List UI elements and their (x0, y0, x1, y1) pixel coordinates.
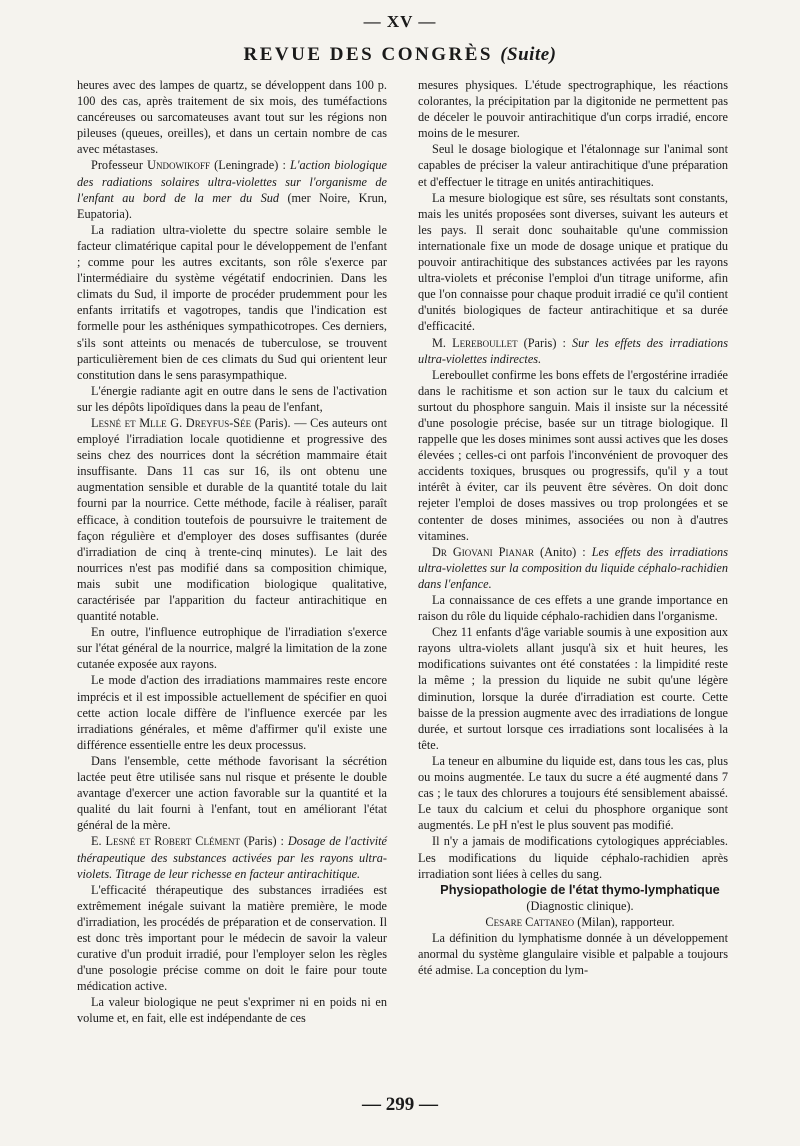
entry-prefix: Professeur (91, 158, 148, 173)
author-place: (Paris) : (517, 335, 572, 350)
communication-title: Sur les effets des irradiations ultra-violettes indirectes. (418, 335, 728, 366)
running-head-suffix: (Suite) (500, 44, 557, 65)
paragraph: La teneur en albumine du liquide est, dans tous les cas, plus ou moins augmentée. Le taux du sucre a été augmenté dans 7 cas ; le taux des chlorures a toujours été sensiblement abaissé. Le taux du calcium et celui du phosphore organique sont augmentés. Le pH n'est le plus souvent pas modifié. (418, 753, 728, 833)
running-head-title: REVUE DES CONGRÈS (243, 44, 493, 65)
paragraph: Seul le dosage biologique et l'étalonnage sur l'animal sont capables de préciser la valeur antirachitique d'une préparation et d'effectuer le titrage en unités antirachitiques. (418, 142, 728, 189)
entry-suffix: (mer Noire, Krun, Eupatoria). (77, 190, 387, 221)
paragraph: La radiation ultra-violette du spectre solaire semble le facteur climatérique capital pour le développement de l'enfant ; comme pour les autres excitants, son rôle s'exerce par l'intermédiaire du système végétatif endocrinien. Dans les climats du Sud, il importe de procéder prudemment pour les enfants irritatifs et vagotropes, tandis que l'indication est formelle pour les asthéniques sympathicotropes. Ces derniers, s'ils sont atteints ou menacés de tuberculose, se trouvent particulièrement bien de ces climats du Sud qui orientent leur constitution dans le sens parasympathique. (77, 222, 387, 382)
author-name: Cesare Cattaneo (485, 914, 575, 929)
entry-pianar (418, 544, 728, 592)
author-place: (Anito) : (534, 544, 592, 559)
page-number: — 299 — (362, 1094, 438, 1115)
entry-lesne-clement (77, 833, 387, 881)
author-name: Undowikoff (147, 158, 210, 173)
author-place: (Leningrade) : (209, 158, 291, 173)
author-name: Lereboullet (452, 335, 518, 350)
author-name: E. Lesné et Robert Clément (91, 834, 240, 849)
entry-lereboullet (418, 335, 728, 367)
paragraph: L'énergie radiante agit en outre dans le sens de l'activation sur les dépôts lipoïdiques dans la peau de l'enfant, (77, 383, 387, 414)
author-place: (Paris) : (239, 834, 288, 849)
section-author (418, 914, 728, 930)
paragraph: En outre, l'influence eutrophique de l'irradiation s'exerce sur l'état général de la nourrice, malgré la limitation de la zone cutanée exposée aux rayons. (77, 625, 387, 672)
paragraph: Chez 11 enfants d'âge variable soumis à une exposition aux rayons ultra-violets allant jusqu'à six et huit heures, les modifications suivantes ont été constatées : la limpidité reste la même ; la pression du liquide ne subit qu'une légère diminution, lorsque la durée d'irradiation est courte. Cette baisse de la pression augmente avec des irradiations de longue durée, et surtout lorsque ces irradiations sont localisées à la tête. (418, 625, 728, 752)
paragraph: Dans l'ensemble, cette méthode favorisant la sécrétion lactée peut être utilisée sans nul risque et présente le double avantage d'exercer une action favorable sur la quantité et la qualité du lait fourni à l'enfant, tout en améliorant l'état général de la mère. (77, 753, 387, 833)
paragraph: Il n'y a jamais de modifications cytologiques appréciables. Les modifications du liquide céphalo-rachidien après irradiation sont liées à celles du sang. (418, 834, 728, 881)
paragraph: Lereboullet confirme les bons effets de l'ergostérine irradiée dans le rachitisme et son action sur le taux du calcium et surtout du phosphore sanguin. Mais il insiste sur la nécessité d'une posologie précise, basée sur un titrage biologique. Il rappelle que les doses minimes sont aussi actives que les doses élevées ; celles-ci ont parfois l'inconvénient de provoquer des accidents toxiques, brusques ou progressifs, qu'il y a tout intérêt à éviter, car ils peuvent être sévères. On doit donc rejeter l'emploi de doses massives ou trop prolongées et se contenter de doses minimes, associées ou non à d'autres vitamines. (418, 367, 728, 543)
right-column (418, 77, 728, 978)
section-subtitle: (Diagnostic clinique). (526, 898, 634, 913)
entry-text: (Paris). — Ces auteurs ont employé l'irradiation locale quotidienne et progressive des seins chez des nourrices dont la sécrétion mammaire était insuffisante. Dans 11 cas sur 16, ils ont obtenu une augmentation sensible et durable de la quantité totale du lait fourni par la nourrice. Cette méthode, facile à réaliser, paraît efficace, à condition toutefois de poursuivre le traitement de façon régulière et d'employer des doses suffisantes (durée d'irradiation de cinq à trente-cinq minutes). Le lait des nourrices n'est pas modifié dans sa composition chimique, mais subit une modification biologique qualitative, caractérisée par l'apparition du facteur antirachitique en quantité notable. (77, 415, 387, 624)
section-title: Physiopathologie de l'état thymo-lymphatique (440, 881, 720, 897)
author-role: (Milan), rapporteur. (574, 914, 675, 929)
paragraph: L'efficacité thérapeutique des substances irradiées est extrêmement inégale suivant la matière première, le mode d'irradiation, les procédés de préparation et de conservation. Il est donc très important pour le médecin de savoir la valeur curative d'un produit irradié, pour l'employer selon les règles d'une posologie précise comme on doit le faire pour toute médication active. (77, 882, 387, 994)
communication-title: L'action biologique des radiations solaires ultra-violettes sur l'organisme de l'enfant au bord de la mer du Sud (77, 158, 388, 205)
entry-prefix: M. (432, 335, 453, 350)
communication-title: Les effets des irradiations ultra-violettes sur la composition du liquide céphalo-rachidien dans l'enfance. (418, 544, 728, 591)
paragraph: Le mode d'action des irradiations mammaires reste encore imprécis et il est impossible actuellement de spécifier en quoi cette action locale diffère de l'influence exercée par les irradiations générales, et même d'affirmer qu'il existe une différence essentielle entre les deux processus. (77, 673, 387, 752)
author-name: Dr Giovani Pianar (432, 544, 534, 559)
author-name: Lesné et Mlle G. Dreyfus-Sée (91, 415, 252, 430)
entry-undowikoff (77, 157, 387, 221)
paragraph: La connaissance de ces effets a une grande importance en raison du rôle du liquide céphalo-rachidien dans l'organisme. (418, 593, 728, 624)
paragraph: La mesure biologique est sûre, ses résultats sont constants, mais les unités proposées sont diverses, suivant les auteurs et les pays. Il serait donc souhaitable qu'une commission internationale fixe un mode de dosage unique et pratique du pouvoir antirachitique des substances activées par les rayons ultra-violets et préconise l'emploi d'un titrage uniforme, afin que l'on connaisse pour chaque produit irradié ce qu'il contient d'unités biologiques de facteur antirachitique et sa durée d'efficacité. (418, 190, 728, 334)
paragraph: La valeur biologique ne peut s'exprimer ni en poids ni en volume et, en fait, elle est indépendante de ces (77, 995, 387, 1026)
folio: — XV — (363, 12, 437, 31)
communication-title: Dosage de l'activité thérapeutique des substances activées par les rayons ultra-violets. Titrage de leur richesse en facteur antirachitique. (77, 834, 387, 881)
paragraph: mesures physiques. L'étude spectrographique, les réactions colorantes, la précipitation par la digitonide ne permettent pas de déceler le pouvoir antirachitique d'un corps irradié, encore moins de le mesurer. (418, 78, 728, 141)
left-column (77, 77, 387, 1027)
paragraph: La définition du lymphatisme donnée à un développement anormal du système glangulaire visible et palpable a toujours été admise. La conception du lym- (418, 930, 728, 978)
entry-lesne-dreyfus (77, 415, 387, 624)
paragraph: heures avec des lampes de quartz, se développent dans 100 p. 100 des cas, après traitement de six mois, des tuméfactions cancéreuses ou sarcomateuses avant tout sur les régions non pileuses (queues, oreilles), et dans un certain nombre de cas avec métastases. (77, 78, 387, 157)
running-head (0, 44, 800, 66)
